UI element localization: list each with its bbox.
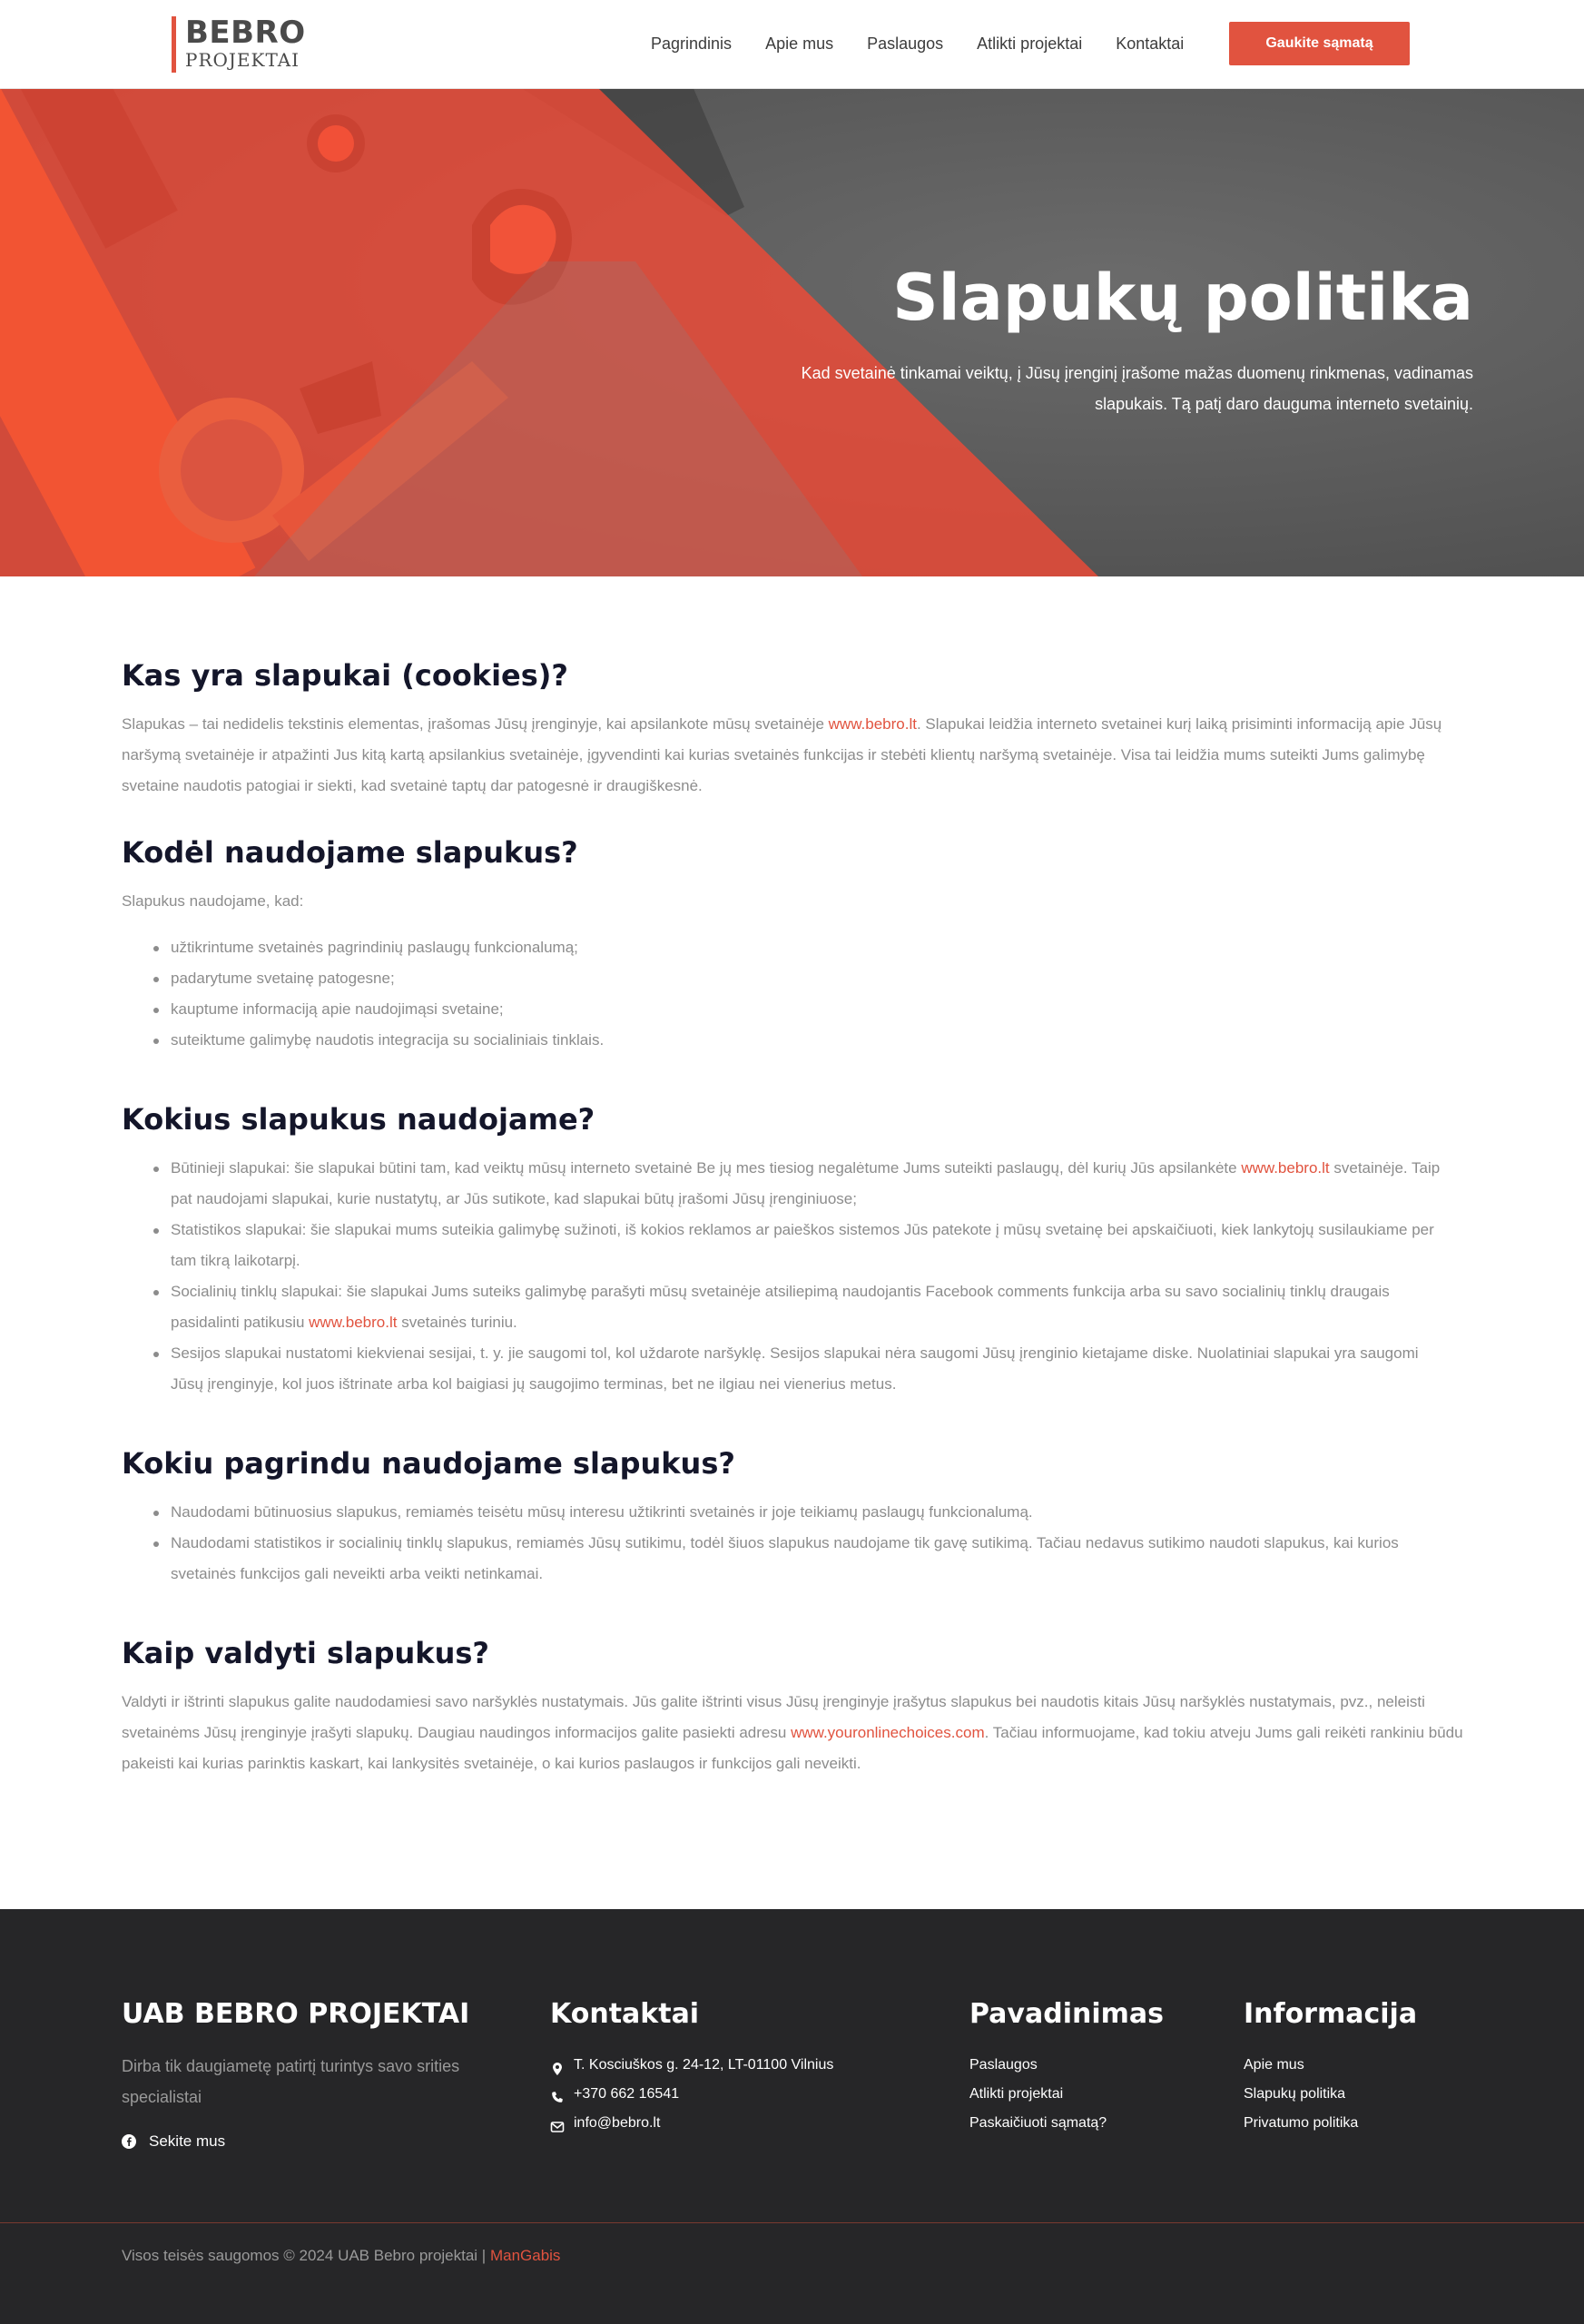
site-header (0, 0, 1584, 89)
text-fragment: Slapukas – tai nedidelis tekstinis elementas, įrašomas Jūsų įrenginyje, kai apsilankote mūsų svetainėje (122, 715, 829, 733)
credit-link[interactable]: ManGabis (489, 2247, 561, 2264)
list-item: Statistikos slapukai: šie slapukai mums suteikia galimybę sužinoti, iš kokios reklamos ar paieškos sistemos Jūs patekote į mūsų svetainę bei apskaičiuoti, kiek lankytojų susilaukiame per tam tikrą laikotarpį. (171, 1215, 1441, 1276)
phone-text: +370 662 16541 (574, 2086, 680, 2102)
list-item: padarytume svetainę patogesne; (171, 963, 1465, 994)
footer-col3-list (969, 2051, 1164, 2138)
page-title: Slapukų politika (892, 261, 1473, 335)
footer-link-estimate[interactable]: Paskaičiuoti sąmatą? (969, 2115, 1107, 2131)
main-nav (651, 33, 1217, 54)
copyright (122, 2247, 560, 2265)
envelope-icon (550, 2116, 565, 2131)
footer-col4-list (1244, 2051, 1417, 2138)
nav-item-services[interactable]: Paslaugos (867, 34, 944, 53)
text-fragment: . Slapukai leidžia interneto svetainei kurį laiką prisiminti informaciją apie Jūsų naršymą svetainėje ir atpažinti Jus kitą kartą apsilankius svetainėje, įgyvendinti kai kurias svetainės funkcijas ir stebėti klientų naršymą svetainėje. Visa tai leidžia mums suteikti Jums galimybę svetaine naudotis patogiai ir siekti, kad svetainė taptų dar patogesnė ir draugiškesnė. (122, 715, 1442, 794)
section-intro-why: Slapukus naudojame, kad: (122, 892, 304, 910)
bebro-link[interactable]: www.bebro.lt (828, 715, 917, 733)
basis-list (122, 1497, 1465, 1590)
youronlinechoices-link[interactable]: www.youronlinechoices.com (791, 1724, 985, 1741)
nav-item-contacts[interactable]: Kontaktai (1116, 34, 1185, 53)
which-list (122, 1153, 1465, 1400)
nav-item-about[interactable]: Apie mus (765, 34, 834, 53)
follow-us-label: Sekite mus (149, 2132, 226, 2150)
section-text-manage (122, 1687, 1465, 1779)
footer-contacts-title: Kontaktai (550, 1998, 700, 2030)
contact-address (550, 2051, 833, 2080)
contact-email[interactable] (550, 2109, 833, 2138)
get-estimate-button[interactable]: Gaukite sąmatą (1229, 22, 1410, 65)
section-text-what (122, 709, 1465, 802)
bebro-link[interactable]: www.bebro.lt (309, 1314, 398, 1331)
logo-main-text: BEBRO (185, 15, 306, 51)
footer-link-privacy-policy[interactable]: Privatumo politika (1244, 2115, 1359, 2131)
list-item (171, 1153, 1441, 1215)
text-fragment: Būtinieji slapukai: šie slapukai būtini tam, kad veiktų mūsų interneto svetainė Be jų mes tiesiog negalėtume Jums suteikti paslaugų, dėl kurių Jūs apsilankėte (171, 1159, 1242, 1177)
nav-item-home[interactable]: Pagrindinis (651, 34, 733, 53)
nav-item-projects[interactable]: Atlikti projektai (977, 34, 1083, 53)
text-fragment: Valdyti ir ištrinti slapukus galite naudodamiesi savo naršyklės nustatymais. Jūs galite ištrinti visus Jūsų įrenginyje įrašytus slapukus bei naudotis kitais Jūsų naršyklės nustatymais, pvz., neleisti svetainėms Jūsų įrenginyje įrašyti slapukų. Daugiau naudingos informacijos galite pasiekti adresu (122, 1693, 1425, 1741)
list-item: kauptume informaciją apie naudojimąsi svetaine; (171, 994, 1465, 1025)
text-fragment: svetainėje. Taip pat naudojami slapukai, kurie nustatytų, ar Jūs sutikote, kad slapukai būtų įrašomi Jūsų įrenginiuose; (171, 1159, 1441, 1207)
section-title-what: Kas yra slapukai (cookies)? (122, 658, 568, 693)
email-text: info@bebro.lt (574, 2115, 661, 2131)
section-title-basis: Kokiu pagrindu naudojame slapukus? (122, 1446, 735, 1481)
text-fragment: svetainės turiniu. (397, 1314, 517, 1331)
footer-contacts-column (550, 1996, 833, 2138)
contact-list (550, 2051, 833, 2138)
footer-divider (0, 2222, 1584, 2223)
text-fragment: Socialinių tinklų slapukai: šie slapukai Jums suteiks galimybę parašyti mūsų svetainėje atsiliepimą naudojantis Facebook comments funkcija arba su savo socialinių tinklų draugais pasidalinti patikusiu (171, 1283, 1390, 1331)
list-item: Naudodami statistikos ir socialinių tinklų slapukus, remiamės Jūsų sutikimu, todėl šiuos slapukus naudojame tik gavę sutikimą. Tačiau nedavus sutikimo naudoti slapukus, kai kurios svetainės funkcijos gali neveikti arba veikti netinkamai. (171, 1528, 1465, 1590)
list-item: suteiktume galimybę naudotis integracija su socialiniais tinklais. (171, 1025, 1465, 1056)
copyright-text: Visos teisės saugomos © 2024 UAB Bebro projektai | (122, 2247, 490, 2264)
hero-banner (0, 89, 1584, 576)
footer-link-about[interactable]: Apie mus (1244, 2057, 1304, 2073)
section-title-manage: Kaip valdyti slapukus? (122, 1636, 489, 1670)
facebook-icon (122, 2134, 136, 2149)
phone-icon (550, 2087, 565, 2102)
section-title-which: Kokius slapukus naudojame? (122, 1102, 595, 1137)
footer-company-text: Dirba tik daugiametę patirtį turintys savo srities specialistai (122, 2057, 460, 2106)
list-item: Sesijos slapukai nustatomi kiekvienai sesijai, t. y. jie saugomi tol, kol uždarote naršyklę. Sesijos slapukai nėra saugomi Jūsų įrenginio kietajame diske. Nuolatiniai slapukai yra saugomi Jūsų įrenginyje, kol juos ištrinate arba kol baigiasi jų saugojimo terminas, bet ne ilgiau nei vienerius metus. (171, 1338, 1441, 1400)
text-fragment: . Tačiau informuojame, kad tokiu atveju Jums gali reikėti rankiniu būdu pakeisti kai kurias parinktis kaskart, kai lankysitės svetainėje, o kai kurios paslaugos ir funkcijos gali neveikti. (122, 1724, 1463, 1772)
footer-company-title: UAB BEBRO PROJEKTAI (122, 1998, 470, 2030)
footer-link-projects[interactable]: Atlikti projektai (969, 2086, 1064, 2102)
footer-col4-title: Informacija (1244, 1998, 1418, 2030)
footer-col3-title: Pavadinimas (969, 1998, 1164, 2030)
map-pin-icon (550, 2058, 565, 2073)
bebro-link[interactable]: www.bebro.lt (1241, 1159, 1330, 1177)
hero-subtitle: Kad svetainė tinkamai veiktų, į Jūsų įrenginį įrašome mažas duomenų rinkmenas, vadinamas slapukais. Tą patį daro dauguma interneto svetainių. (801, 364, 1473, 413)
footer-link-services[interactable]: Paslaugos (969, 2057, 1038, 2073)
footer-info-column (1244, 1996, 1417, 2138)
list-item: užtikrintume svetainės pagrindinių paslaugų funkcionalumą; (171, 932, 1465, 963)
logo-sub-text: PROJEKTAI (185, 49, 300, 71)
site-footer (0, 1909, 1584, 2324)
section-title-why: Kodėl naudojame slapukus? (122, 835, 578, 870)
address-text: T. Kosciuškos g. 24-12, LT-01100 Vilnius (574, 2057, 834, 2073)
policy-content (122, 657, 1465, 1779)
footer-company-column (122, 1996, 503, 2151)
list-item: Naudodami būtinuosius slapukus, remiamės teisėtu mūsų interesu užtikrinti svetainės ir joje teikiamų paslaugų funkcionalumą. (171, 1497, 1465, 1528)
why-list (122, 932, 1465, 1056)
contact-phone[interactable] (550, 2080, 833, 2109)
footer-links-column (969, 1996, 1164, 2138)
site-logo[interactable] (172, 16, 306, 73)
footer-link-cookie-policy[interactable]: Slapukų politika (1244, 2086, 1346, 2102)
facebook-follow-link[interactable] (122, 2132, 503, 2151)
list-item (171, 1276, 1441, 1338)
